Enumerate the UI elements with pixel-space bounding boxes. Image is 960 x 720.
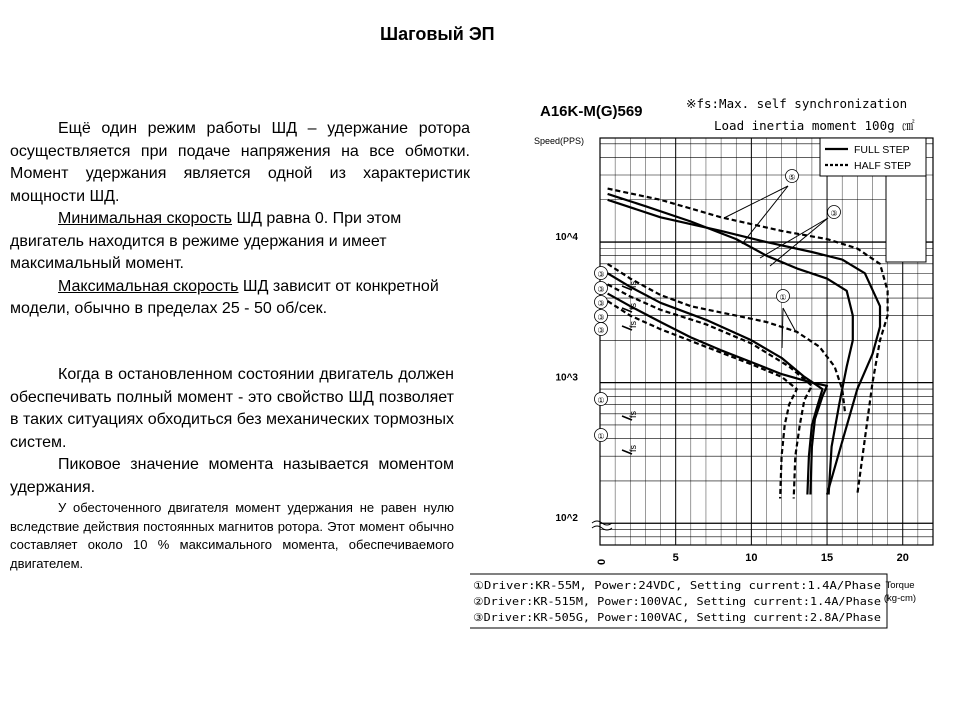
series-line-8 xyxy=(608,301,797,498)
axis-break-mark xyxy=(592,521,612,530)
chart-note-inertia: Load inertia moment 100g ㎠ xyxy=(714,118,915,133)
paragraph-holding-mode: Ещё один режим работы ШД – удержание ротора осуществляется при подаче напряжения на все обмотки. Момент удержания является одной из характеристик мощности ШД. xyxy=(10,120,470,205)
fs-label: fs xyxy=(628,410,638,418)
fs-label: fs xyxy=(628,280,638,288)
curve-callout-leader xyxy=(782,308,783,348)
curve-callout-label: ⑤ xyxy=(788,173,796,182)
driver-line-2: ②Driver:KR-515M, Power:100VAC, Setting current:1.4A/Phase xyxy=(473,596,881,608)
curve-callout-leader xyxy=(724,186,788,218)
y-tick-label: 10^4 xyxy=(555,232,578,244)
side-label: ① xyxy=(597,396,605,405)
chart-title: A16K-M(G)569 xyxy=(540,103,643,120)
legend-full-step-label: FULL STEP xyxy=(854,144,910,156)
x-axis-label-line2: (kg-cm) xyxy=(883,593,917,604)
x-axis-label-line1: Torque xyxy=(885,580,915,591)
curve-callout-label: ③ xyxy=(830,209,838,218)
legend-blank-area xyxy=(886,176,926,262)
min-speed-term: Минимальная скорость xyxy=(58,210,232,227)
curve-callout-label: ① xyxy=(779,293,787,302)
fs-label: fs xyxy=(628,320,638,328)
driver-line-3: ③Driver:KR-505G, Power:100VAC, Setting current:2.8A/Phase xyxy=(473,612,881,624)
legend-half-step-label: HALF STEP xyxy=(854,160,912,172)
series-line-1 xyxy=(608,189,888,495)
y-axis-label: Speed(PPS) xyxy=(534,136,585,146)
min-speed-text: ШД равна 0. При этом двигатель находится в режиме удержания и имеет максимальный момент. xyxy=(10,210,402,272)
paragraph-min-speed xyxy=(10,208,470,276)
max-speed-text: ШД зависит от конкретной модели, обычно в пределах 25 - 50 об/сек. xyxy=(10,277,439,317)
x-tick-label: 5 xyxy=(672,552,679,564)
y-tick-label: 10^3 xyxy=(555,372,578,384)
x-tick-label: 20 xyxy=(896,552,909,564)
fs-label: fs xyxy=(628,444,638,452)
side-label: ① xyxy=(597,432,605,441)
side-label: ③ xyxy=(597,299,605,308)
curve-callout-leader xyxy=(742,186,788,244)
max-speed-term: Максимальная скорость xyxy=(58,277,239,295)
side-label: ③ xyxy=(597,326,605,335)
paragraph-deenergized: У обесточенного двигателя момент удержания не равен нулю вследствие действия постоянных магнитов ротора. Этот момент обычно составляет около 10 % максимального момента, обеспечиваемого двигателем. xyxy=(10,500,454,571)
y-tick-label: 10^2 xyxy=(555,513,578,525)
paragraph-max-speed xyxy=(10,276,470,321)
x-tick-label: 0 xyxy=(596,558,608,565)
driver-line-1: ①Driver:KR-55M, Power:24VDC, Setting current:1.4A/Phase xyxy=(473,580,881,592)
side-label: ③ xyxy=(597,285,605,294)
paragraph-stopped-state: Когда в остановленном состоянии двигатель должен обеспечивать полный момент - это свойство ШД позволяет в таких ситуациях обходиться без механических тормозных систем. xyxy=(10,366,454,451)
side-label: ③ xyxy=(597,270,605,279)
chart-note-fs: ※fs:Max. self synchronization xyxy=(686,96,908,111)
page-title: Шаговый ЭП xyxy=(380,24,495,44)
speed-torque-chart xyxy=(470,88,958,634)
text-block-main xyxy=(10,118,470,321)
fs-label: fs xyxy=(628,302,638,310)
side-label: ③ xyxy=(597,313,605,322)
paragraph-peak-torque: Пиковое значение момента называется моментом удержания. xyxy=(10,456,454,496)
x-tick-label: 15 xyxy=(820,552,834,564)
x-tick-label: 10 xyxy=(745,552,758,564)
text-block-second xyxy=(10,364,454,573)
